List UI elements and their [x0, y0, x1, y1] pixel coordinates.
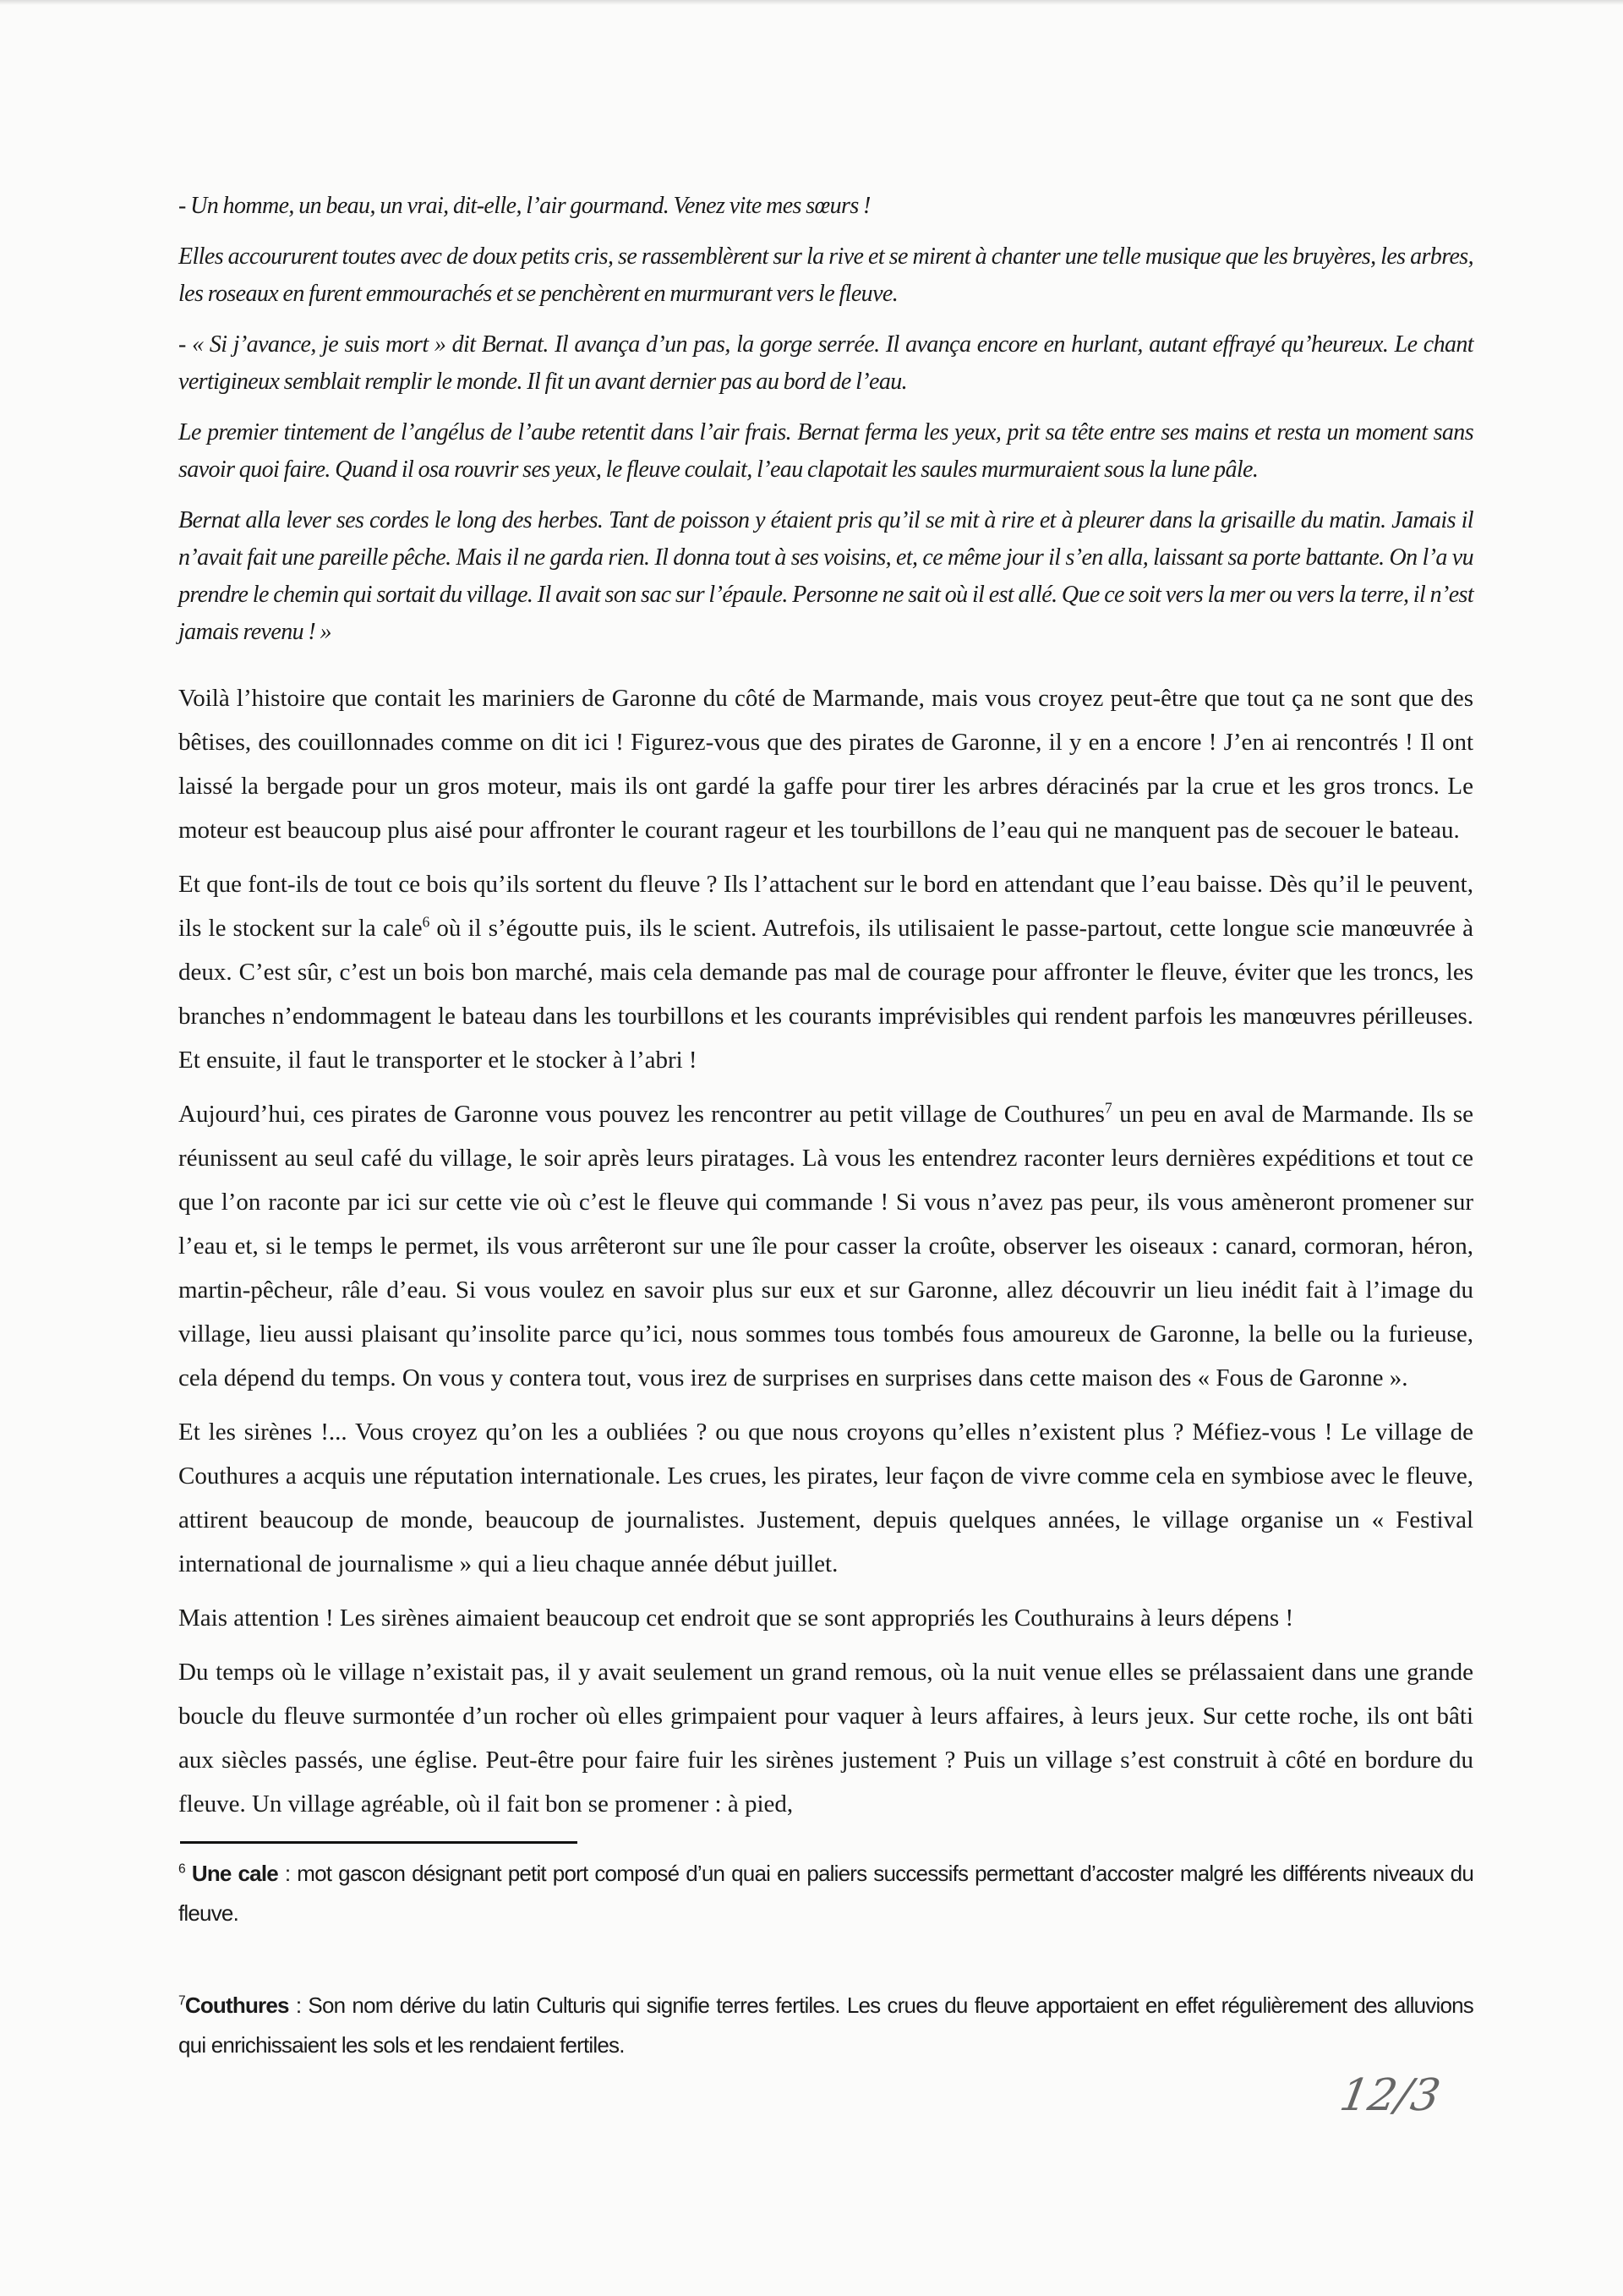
story-paragraph-3: - « Si j’avance, je suis mort » dit Bernat. Il avança d’un pas, la gorge serrée. Il avança encore en hurlant, autant effrayé qu’heureux. Le chant vertigineux semblait remplir le monde. Il fit un avant dernier pas au bord de l’eau. — [178, 331, 1473, 395]
footnote-term: Une cale — [191, 1861, 278, 1886]
body-paragraph-4: Et les sirènes !... Vous croyez qu’on les a oubliées ? ou que nous croyons qu’elles n’existent plus ? Méfiez-vous ! Le village de Couthures a acquis une réputation internationale. Les crues, les pirates, leur façon de vivre comme cela en symbiose avec le fleuve, attirent beaucoup de monde, beaucoup de journalistes. Justement, depuis quelques années, le village organise un « Festival international de journalisme » qui a lieu chaque année début juillet. — [178, 1419, 1473, 1577]
story-paragraph-5: Bernat alla lever ses cordes le long des herbes. Tant de poisson y étaient pris qu’il se mit à rire et à pleurer dans la grisaille du matin. Jamais il n’avait fait une pareille pêche. Mais il ne garda rien. Il donna tout à ses voisins, et, ce même jour il s’en alla, laissant sa porte battante. On l’a vu prendre le chemin qui sortait du village. Il avait son sac sur l’épaule. Personne ne sait où il est allé. Que ce soit vers la mer ou vers la terre, il n’est jamais revenu ! » — [178, 507, 1473, 645]
footnote-7 — [178, 1986, 1473, 2065]
footnote-ref-6: 6 — [422, 913, 430, 931]
footnote-text: Son nom dérive du latin Culturis qui signifie terres fertiles. Les crues du fleuve apportaient en effet régulièrement des alluvions qui enrichissaient les sols et les rendaient fertiles. — [178, 1993, 1473, 2058]
footnote-6 — [178, 1854, 1473, 1933]
footnote-ref-7: 7 — [1104, 1099, 1112, 1117]
body-paragraph-6: Du temps où le village n’existait pas, il y avait seulement un grand remous, où la nuit venue elles se prélassaient dans une grande boucle du fleuve surmontée d’un rocher où elles grimpaient pour vaquer à leurs affaires, à leurs jeux. Sur cette roche, ils ont bâti aux siècles passés, une église. Peut-être pour faire fuir les sirènes justement ? Puis un village s’est construit à côté en bordure du fleuve. Un village agréable, où il fait bon se promener : à pied, — [178, 1659, 1473, 1818]
page-content — [178, 0, 1473, 2173]
body-paragraph-5: Mais attention ! Les sirènes aimaient beaucoup cet endroit que se sont appropriés les Couthurains à leurs dépens ! — [178, 1604, 1294, 1632]
page-mark-row — [178, 2069, 1473, 2123]
story-paragraph-4: Le premier tintement de l’angélus de l’aube retentit dans l’air frais. Bernat ferma les yeux, prit sa tête entre ses mains et resta un moment sans savoir quoi faire. Quand il osa rouvrir ses yeux, le fleuve coulait, l’eau clapotait les saules murmuraient sous la lune pâle. — [178, 419, 1473, 483]
text: Aujourd’hui, ces pirates de Garonne vous pouvez les rencontrer au petit village de Couthures — [178, 1101, 1105, 1128]
story-paragraph-2: Elles accoururent toutes avec de doux petits cris, se rassemblèrent sur la rive et se mirent à chanter une telle musique que les bruyères, les arbres, les roseaux en furent emmourachés et se penchèrent en murmurant vers le fleuve. — [178, 243, 1473, 307]
footnote-text: mot gascon désignant petit port composé d’un quai en paliers successifs permettant d’accoster malgré les différents niveaux du fleuve. — [178, 1861, 1474, 1926]
text: un peu en aval de Marmande. Ils se réunissent au seul café du village, le soir après leurs piratages. Là vous les entendrez raconter leurs dernières expéditions et tout ce que l’on raconte par ici sur cette vie où c’est le fleuve qui commande ! Si vous n’avez pas peur, ils vous amèneront promener sur l’eau et, si le temps le permet, ils vous arrêteront sur une île pour casser la croûte, observer les oiseaux : canard, cormoran, héron, martin-pêcheur, râle d’eau. Si vous voulez en savoir plus sur eux et sur Garonne, allez découvrir un lieu inédit fait à l’image du village, lieu aussi plaisant qu’insolite parce qu’ici, nous sommes tous tombés fous amoureux de Garonne, la belle ou la furieuse, cela dépend du temps. On vous y contera tout, vous irez de surprises en surprises dans cette maison des « Fous de Garonne ». — [178, 1101, 1474, 1391]
handwritten-page-mark: 12/3 — [1336, 2070, 1445, 2121]
body-paragraph-2 — [178, 862, 1473, 1082]
text: Et que font-ils de tout ce bois qu’ils sortent du fleuve ? Ils l’attachent sur le bord en attendant que l’eau baisse. Dès qu’il le peuvent, ils le stockent sur la cale — [178, 871, 1473, 942]
footnote-number: 7 — [178, 1993, 185, 2009]
footnote-separator — [180, 1841, 577, 1844]
story-paragraph-1: - Un homme, un beau, un vrai, dit-elle, l’air gourmand. Venez vite mes sœurs ! — [178, 193, 871, 219]
body-paragraph-1: Voilà l’histoire que contait les mariniers de Garonne du côté de Marmande, mais vous croyez peut-être que tout ça ne sont que des bêtises, des couillonnades comme on dit ici ! Figurez-vous que des pirates de Garonne, il y en a encore ! J’en ai rencontrés ! Il ont laissé la bergade pour un gros moteur, mais ils ont gardé la gaffe pour tirer les arbres déracinés par la crue et les gros troncs. Le moteur est beaucoup plus aisé pour affronter le courant rageur et les tourbillons de l’eau qui ne manquent pas de secouer le bateau. — [178, 685, 1473, 844]
body-paragraph-3 — [178, 1092, 1473, 1400]
text: où il s’égoutte puis, ils le scient. Autrefois, ils utilisaient le passe-partout, cette longue scie manœuvrée à deux. C’est sûr, c’est un bois bon marché, mais cela demande pas mal de courage pour affronter le fleuve, éviter que les troncs, les branches n’endommagent le bateau dans les tourbillons et les courants imprévisibles qui rendent parfois les manœuvres périlleuses. Et ensuite, il faut le transporter et le stocker à l’abri ! — [178, 915, 1473, 1074]
footnote-term: Couthures — [184, 1993, 289, 2018]
separator: : — [277, 1861, 298, 1886]
separator: : — [288, 1993, 309, 2018]
footnote-number: 6 — [178, 1861, 185, 1877]
